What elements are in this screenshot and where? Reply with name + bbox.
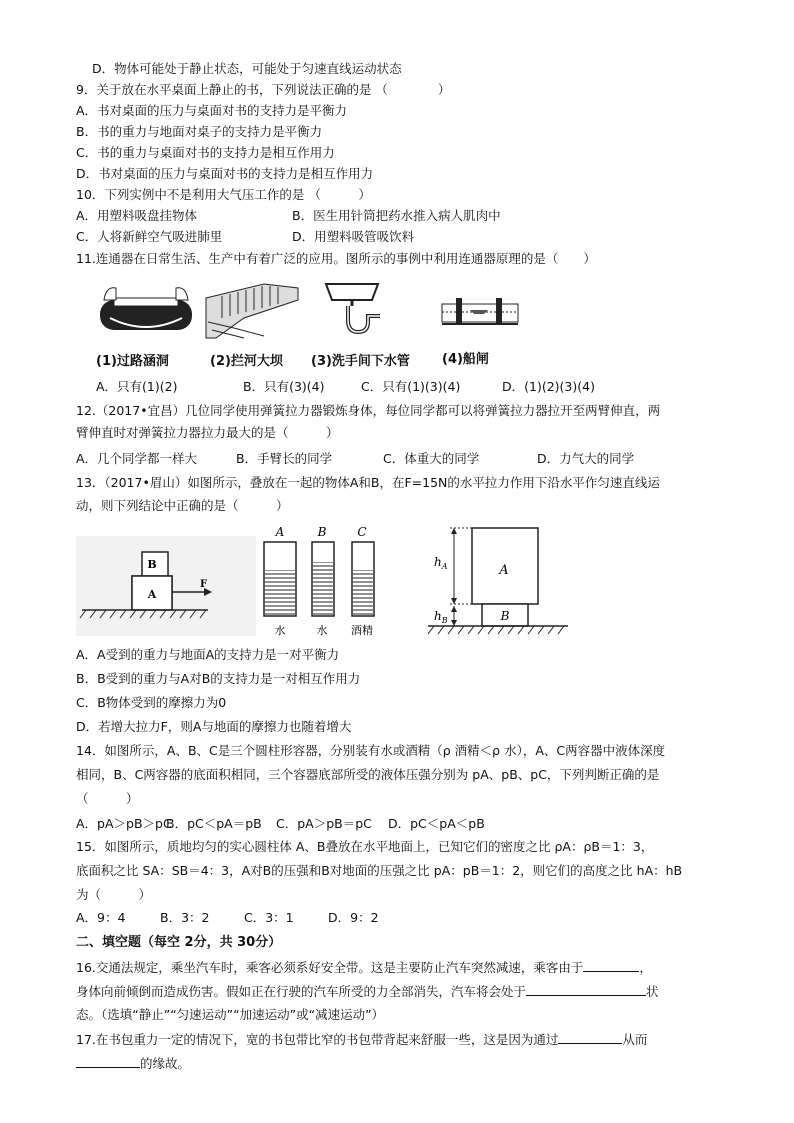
q12-stem-line2: 臂伸直时对弹簧拉力器拉力最大的是（ ）	[76, 425, 339, 440]
q14-option-b: B．pC＜pA＝pB	[166, 816, 262, 831]
q11-stem: 11.连通器在日常生活、生产中有着广泛的应用。图所示的事例中利用连通器原理的是（ ）	[76, 251, 596, 266]
q17-blank-2[interactable]	[76, 1054, 140, 1068]
cylinders-ab-figure	[428, 520, 570, 638]
q11-caption-2: (2)拦河大坝	[210, 354, 283, 369]
q12-stem-line1: 12.（2017•宜昌）几位同学使用弹簧拉力器锻炼身体，每位同学都可以将弹簧拉力器拉开至两臂伸直，两	[76, 403, 661, 418]
q15-option-a: A．9：4	[76, 910, 126, 925]
q10-option-d: D．用塑料吸管吸饮料	[292, 229, 415, 244]
q14-option-a: A．pA＞pB＞pC	[76, 816, 172, 831]
q13-stem-line2: 动，则下列结论中正确的是（ ）	[76, 498, 289, 513]
q14-option-d: D．pC＜pA＜pB	[388, 816, 485, 831]
q17-line1-text: 17.在书包重力一定的情况下，宽的书包带比窄的书包带背起来舒服一些，这是因为通过	[76, 1032, 559, 1047]
q10-stem: 10．下列实例中不是利用大气压工作的是 （ ）	[76, 187, 371, 202]
q11-caption-1: (1)过路涵洞	[96, 354, 169, 369]
q14-option-c: C．pA＞pB＝pC	[276, 816, 372, 831]
h-b-label: h	[434, 609, 442, 623]
q17-line2-end: 的缘故。	[140, 1056, 191, 1071]
q16-blank-1[interactable]	[583, 958, 639, 972]
q14-line2: 相同，B、C两容器的底面积相同，三个容器底部所受的液体压强分别为 pA、pB、pC，下列判断正确的是	[76, 767, 660, 782]
q16-line2-end: 状	[646, 984, 659, 999]
q10-option-c: C．人将新鲜空气吸进肺里	[76, 229, 223, 244]
h-a-label: h	[434, 555, 442, 569]
block-b-label: B	[147, 558, 157, 571]
q15-line2: 底面积之比 SA：SB＝4：3，A对B的压强和B对地面的压强之比 pA：pB＝1：2，则它们的高度之比 hA：hB	[76, 863, 683, 878]
q11-option-a: A．只有(1)(2)	[96, 379, 178, 394]
q9-stem: 9．关于放在水平桌面上静止的书，下列说法正确的是 （ ）	[76, 82, 451, 97]
q15-option-c: C．3：1	[244, 910, 294, 925]
stacked-blocks-figure	[76, 536, 256, 636]
cylinder-b-label: B	[500, 609, 510, 623]
q16-line2-text: 身体向前倾倒而造成伤害。假如正在行驶的汽车所受的力全部消失，汽车将会处于	[76, 984, 527, 999]
q12-option-a: A．几个同学都一样大	[76, 451, 198, 466]
q12-option-b: B．手臂长的同学	[236, 451, 333, 466]
svg-text:hA	[434, 555, 448, 571]
q13-option-c: C．B物体受到的摩擦力为0	[76, 695, 227, 710]
q13-option-a: A．A受到的重力与地面A的支持力是一对平衡力	[76, 647, 340, 662]
dam-figure	[204, 278, 300, 342]
q16-line1	[76, 958, 652, 977]
container-a-label: A	[275, 525, 285, 539]
q17-line2	[76, 1054, 190, 1073]
q12-option-c: C．体重大的同学	[383, 451, 480, 466]
q9-option-a: A．书对桌面的压力与桌面对书的支持力是平衡力	[76, 103, 348, 118]
q13-option-d: D．若增大拉力F，则A与地面的摩擦力也随着增大	[76, 719, 352, 734]
section-2-title: 二、填空题（每空 2分，共 30分）	[76, 935, 282, 950]
block-a-label: A	[147, 588, 157, 601]
q16-blank-2[interactable]	[526, 982, 646, 996]
ship-lock-figure	[440, 292, 520, 332]
q15-line1: 15．如图所示，质地均匀的实心圆柱体 A、B叠放在水平地面上，已知它们的密度之比 ρA：ρB＝1：3，	[76, 839, 654, 854]
h-b-sub: B	[441, 616, 448, 625]
q11-caption-3: (3)洗手间下水管	[311, 354, 410, 369]
q11-option-b: B．只有(3)(4)	[243, 379, 325, 394]
q10-option-a: A．用塑料吸盘挂物体	[76, 208, 198, 223]
q11-option-c: C．只有(1)(3)(4)	[361, 379, 461, 394]
sink-drain-figure	[322, 280, 382, 338]
h-a-sub: A	[441, 562, 448, 571]
q16-line1-comma: ，	[639, 960, 652, 975]
q16-line2	[76, 982, 659, 1001]
q13-stem-line1: 13．（2017•眉山）如图所示，叠放在一起的物体A和B，在F=15N的水平拉力作用下沿水平作匀速直线运	[76, 475, 660, 490]
container-c-liquid: 酒精	[351, 624, 373, 637]
container-c-label: C	[357, 525, 367, 539]
cylinder-a-label: A	[499, 563, 509, 578]
svg-text:hB	[434, 609, 448, 625]
force-f-label: F	[200, 579, 208, 590]
q15-line3: 为（ ）	[76, 887, 152, 902]
q14-line3: （ ）	[76, 791, 139, 806]
q11-caption-4: (4)船闸	[442, 352, 489, 367]
q15-option-b: B．3：2	[160, 910, 210, 925]
container-b-liquid: 水	[316, 624, 328, 637]
culvert-figure	[96, 278, 196, 338]
container-a-liquid: 水	[274, 624, 286, 637]
q8-option-d: D．物体可能处于静止状态，可能处于匀速直线运动状态	[92, 61, 402, 76]
q11-option-d: D．(1)(2)(3)(4)	[502, 379, 595, 394]
q12-option-d: D．力气大的同学	[537, 451, 635, 466]
q9-option-b: B．书的重力与地面对桌子的支持力是平衡力	[76, 124, 323, 139]
container-b-label: B	[317, 525, 327, 539]
q16-line1-text: 16.交通法规定，乘坐汽车时，乘客必须系好安全带。这是主要防止汽车突然减速，乘客由于	[76, 960, 584, 975]
q17-blank-1[interactable]	[558, 1030, 622, 1044]
q10-option-b: B．医生用针筒把药水推入病人肌肉中	[292, 208, 501, 223]
q17-line1	[76, 1030, 647, 1049]
q15-option-d: D．9：2	[328, 910, 379, 925]
q9-option-d: D．书对桌面的压力与桌面对书的支持力是相互作用力	[76, 166, 374, 181]
q13-option-b: B．B受到的重力与A对B的支持力是一对相互作用力	[76, 671, 361, 686]
q16-line3: 态。（选填“静止”“匀速运动”“加速运动”或“减速运动”）	[76, 1007, 385, 1022]
three-containers-figure	[258, 524, 388, 642]
q9-option-c: C．书的重力与桌面对书的支持力是相互作用力	[76, 145, 335, 160]
q17-line1-end: 从而	[622, 1032, 648, 1047]
q14-line1: 14．如图所示，A、B、C是三个圆柱形容器，分别装有水或酒精（ρ 酒精＜ρ 水），A、C两容器中液体深度	[76, 743, 666, 758]
